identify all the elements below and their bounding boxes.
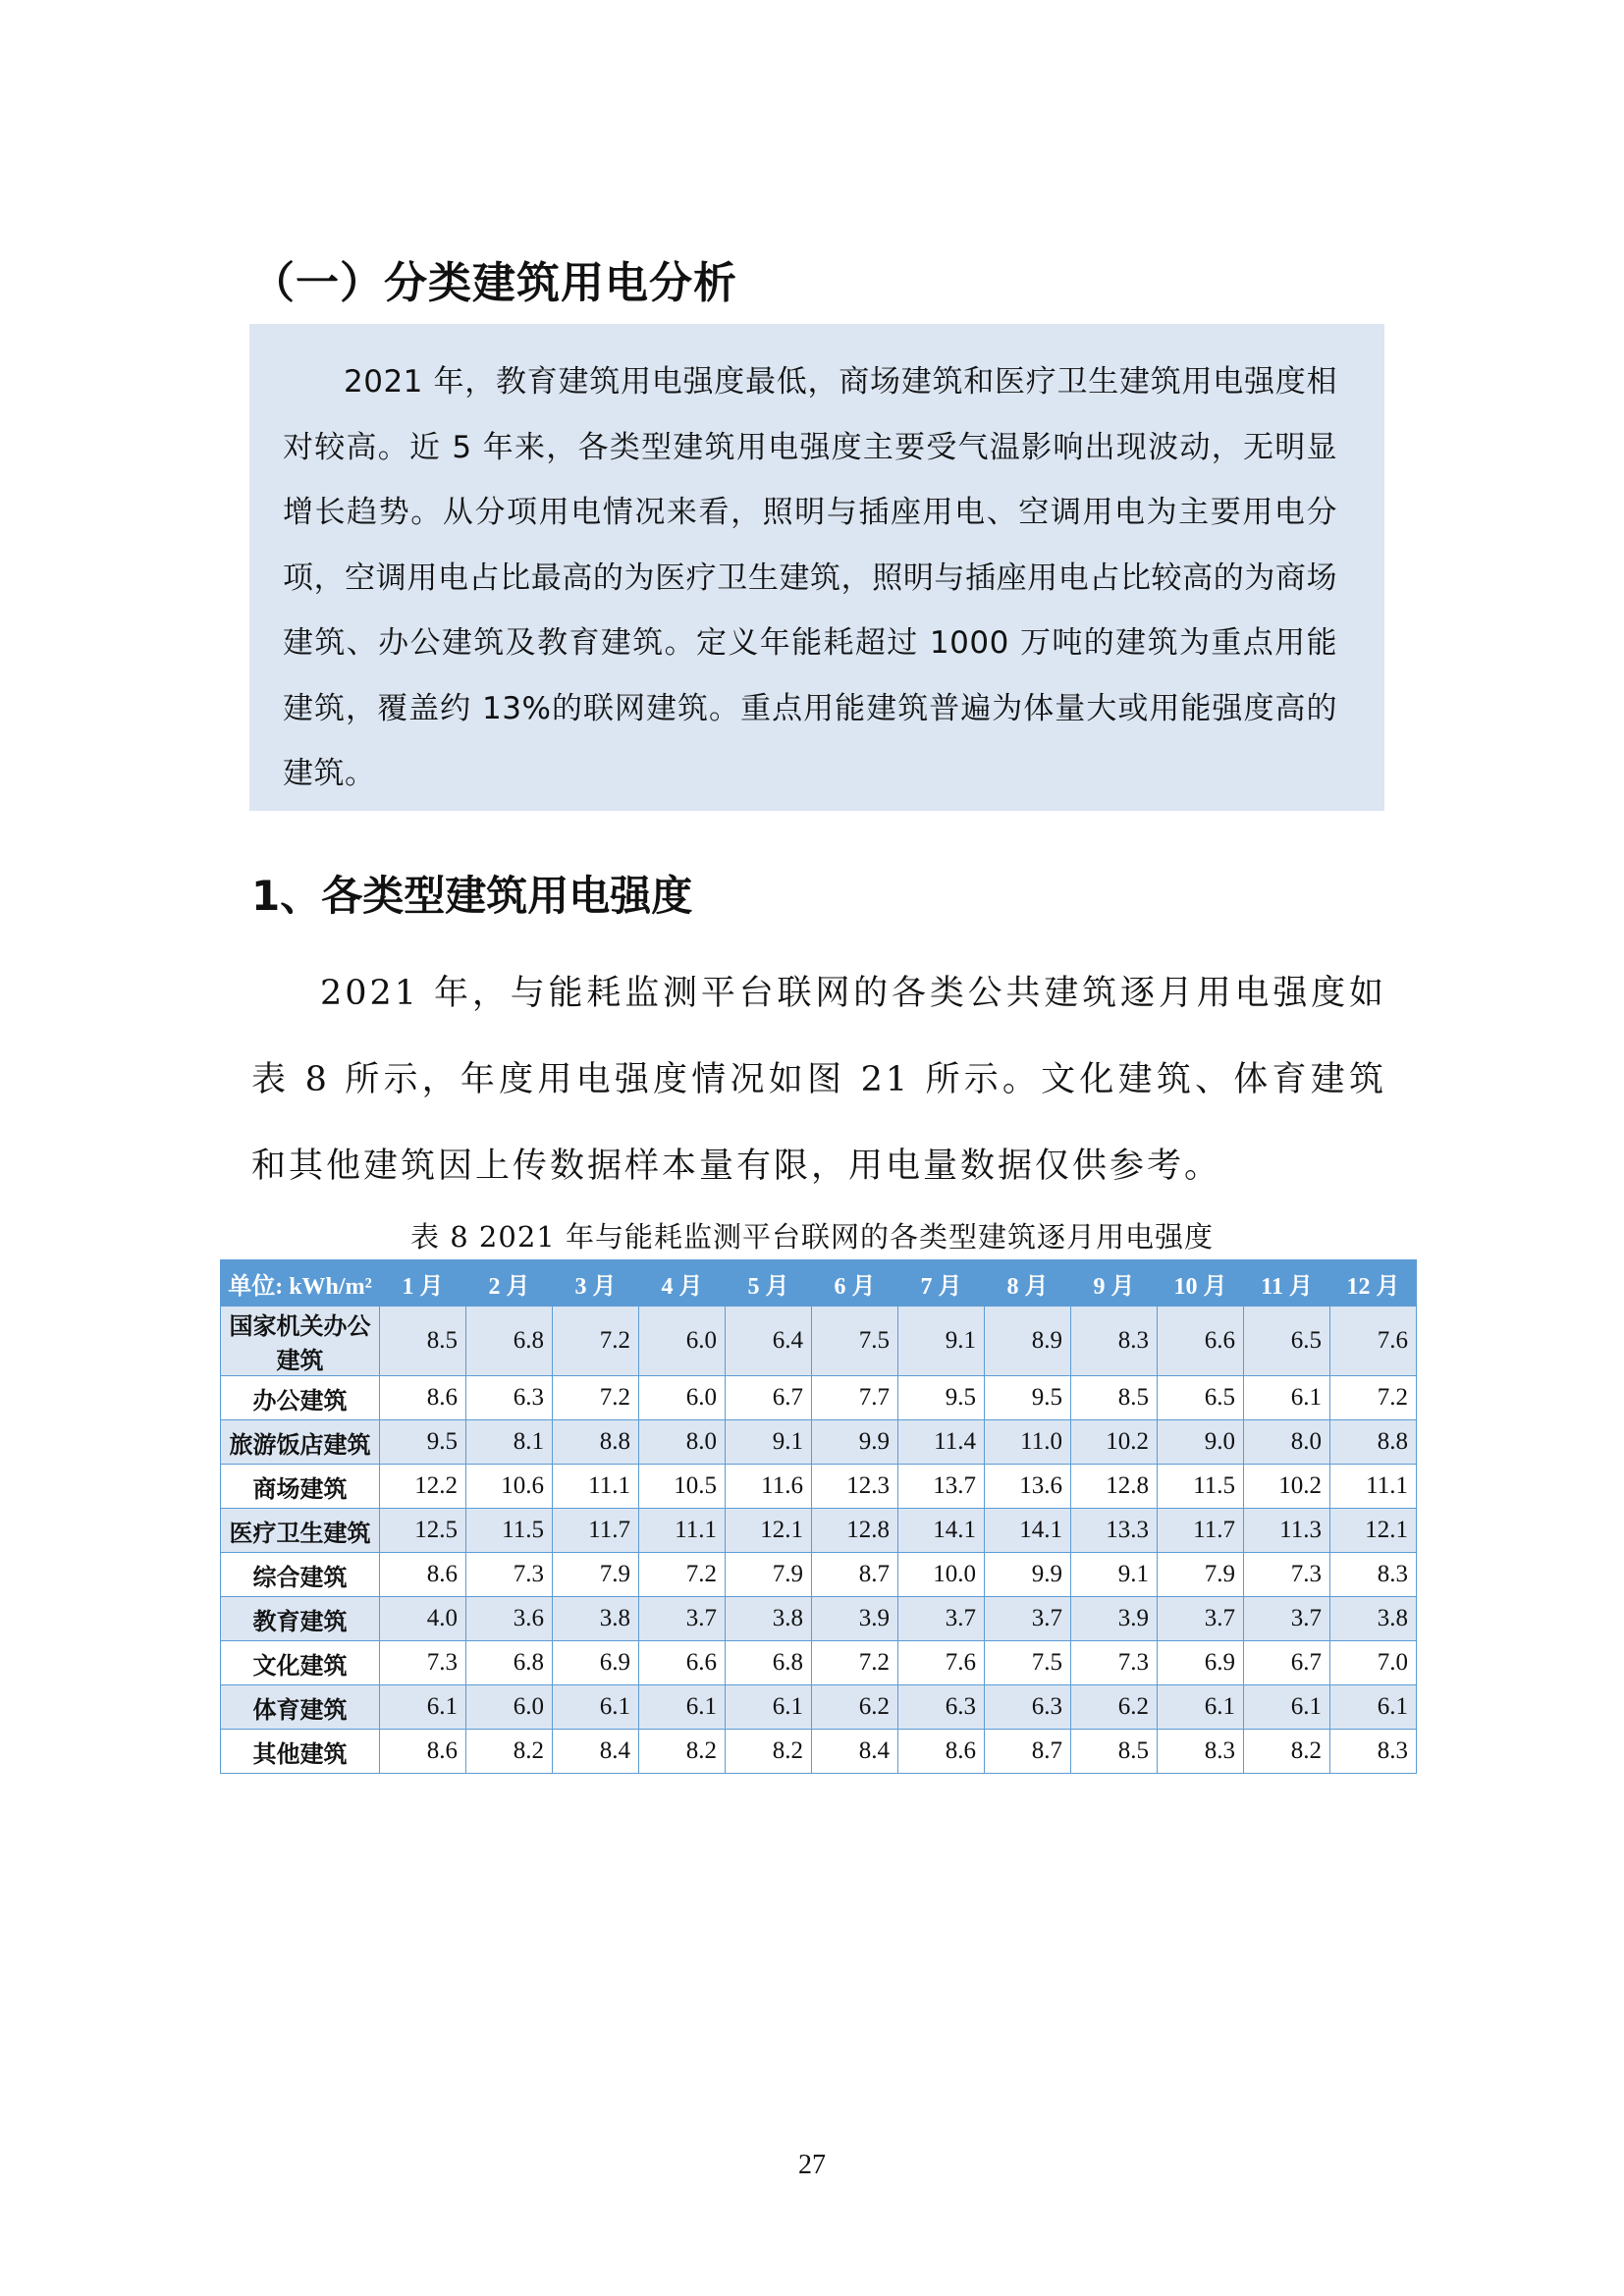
table-cell: 8.6 xyxy=(380,1730,466,1774)
table-cell: 6.4 xyxy=(726,1307,812,1376)
table-cell: 7.2 xyxy=(1330,1376,1417,1420)
table-cell: 13.7 xyxy=(898,1465,985,1509)
month-header: 3 月 xyxy=(553,1260,639,1307)
table-cell: 7.5 xyxy=(812,1307,898,1376)
building-type-label: 商场建筑 xyxy=(221,1465,380,1509)
table-cell: 7.2 xyxy=(812,1641,898,1685)
table-row xyxy=(221,1420,1417,1465)
table-cell: 3.8 xyxy=(1330,1597,1417,1641)
table-cell: 12.8 xyxy=(1071,1465,1158,1509)
table-cell: 3.8 xyxy=(726,1597,812,1641)
unit-header: 单位: kWh/m² xyxy=(221,1260,380,1307)
table-cell: 10.6 xyxy=(466,1465,553,1509)
table-cell: 3.7 xyxy=(898,1597,985,1641)
table-cell: 7.6 xyxy=(1330,1307,1417,1376)
table-cell: 6.8 xyxy=(726,1641,812,1685)
table-cell: 6.0 xyxy=(466,1685,553,1730)
table-cell: 8.0 xyxy=(1244,1420,1330,1465)
building-type-label: 体育建筑 xyxy=(221,1685,380,1730)
table-cell: 7.3 xyxy=(1071,1641,1158,1685)
table-cell: 4.0 xyxy=(380,1597,466,1641)
table-cell: 6.7 xyxy=(726,1376,812,1420)
table-cell: 6.1 xyxy=(639,1685,726,1730)
table-cell: 10.0 xyxy=(898,1553,985,1597)
table-row xyxy=(221,1730,1417,1774)
table-cell: 7.9 xyxy=(553,1553,639,1597)
month-header: 10 月 xyxy=(1158,1260,1244,1307)
table-cell: 6.1 xyxy=(1244,1376,1330,1420)
table-row xyxy=(221,1509,1417,1553)
table-cell: 7.3 xyxy=(1244,1553,1330,1597)
table-cell: 8.3 xyxy=(1071,1307,1158,1376)
table-cell: 9.5 xyxy=(380,1420,466,1465)
table-cell: 6.1 xyxy=(380,1685,466,1730)
table-cell: 12.1 xyxy=(1330,1509,1417,1553)
table-cell: 6.3 xyxy=(985,1685,1071,1730)
table-row xyxy=(221,1307,1417,1376)
table-cell: 8.2 xyxy=(639,1730,726,1774)
table-cell: 6.6 xyxy=(1158,1307,1244,1376)
table-cell: 8.1 xyxy=(466,1420,553,1465)
table-cell: 6.1 xyxy=(1158,1685,1244,1730)
table-cell: 11.0 xyxy=(985,1420,1071,1465)
table-cell: 6.1 xyxy=(1244,1685,1330,1730)
table-cell: 11.5 xyxy=(466,1509,553,1553)
table-cell: 6.5 xyxy=(1244,1307,1330,1376)
table-cell: 3.7 xyxy=(985,1597,1071,1641)
table-cell: 6.1 xyxy=(726,1685,812,1730)
building-type-label: 办公建筑 xyxy=(221,1376,380,1420)
table-cell: 10.5 xyxy=(639,1465,726,1509)
table-cell: 11.6 xyxy=(726,1465,812,1509)
table-row xyxy=(221,1376,1417,1420)
table-cell: 9.1 xyxy=(1071,1553,1158,1597)
building-type-label: 其他建筑 xyxy=(221,1730,380,1774)
table-cell: 6.0 xyxy=(639,1376,726,1420)
table-cell: 6.3 xyxy=(898,1685,985,1730)
table-cell: 6.1 xyxy=(553,1685,639,1730)
table-row xyxy=(221,1465,1417,1509)
table-cell: 14.1 xyxy=(898,1509,985,1553)
table-cell: 6.2 xyxy=(1071,1685,1158,1730)
page-number: 27 xyxy=(798,2150,826,2180)
table-cell: 11.5 xyxy=(1158,1465,1244,1509)
table-cell: 8.5 xyxy=(380,1307,466,1376)
table-cell: 10.2 xyxy=(1071,1420,1158,1465)
table-cell: 13.3 xyxy=(1071,1509,1158,1553)
table-row xyxy=(221,1553,1417,1597)
section-title: （一）分类建筑用电分析 xyxy=(251,258,737,308)
month-header: 8 月 xyxy=(985,1260,1071,1307)
table-cell: 3.7 xyxy=(1244,1597,1330,1641)
table-cell: 12.2 xyxy=(380,1465,466,1509)
building-type-label: 教育建筑 xyxy=(221,1597,380,1641)
table-cell: 9.1 xyxy=(898,1307,985,1376)
table-cell: 8.5 xyxy=(1071,1376,1158,1420)
table-cell: 12.3 xyxy=(812,1465,898,1509)
table-cell: 3.9 xyxy=(812,1597,898,1641)
building-type-label: 医疗卫生建筑 xyxy=(221,1509,380,1553)
table-caption: 表 8 2021 年与能耗监测平台联网的各类型建筑逐月用电强度 xyxy=(410,1220,1214,1254)
body-paragraph: 2021 年，与能耗监测平台联网的各类公共建筑逐月用电强度如表 8 所示，年度用电强度情况如图 21 所示。文化建筑、体育建筑和其他建筑因上传数据样本量有限，用电量数据仅供参考。 xyxy=(251,974,1386,1186)
building-type-label: 旅游饭店建筑 xyxy=(221,1420,380,1465)
month-header: 12 月 xyxy=(1330,1260,1417,1307)
table-cell: 7.9 xyxy=(726,1553,812,1597)
table-cell: 9.5 xyxy=(985,1376,1071,1420)
table-cell: 8.2 xyxy=(1244,1730,1330,1774)
table-cell: 3.9 xyxy=(1071,1597,1158,1641)
table-cell: 8.6 xyxy=(380,1553,466,1597)
table-cell: 8.7 xyxy=(812,1553,898,1597)
subsection-title: 1、各类型建筑用电强度 xyxy=(251,872,693,920)
table-cell: 7.5 xyxy=(985,1641,1071,1685)
table-cell: 8.8 xyxy=(553,1420,639,1465)
table-cell: 6.5 xyxy=(1158,1376,1244,1420)
electricity-intensity-table xyxy=(220,1259,1417,1774)
table-cell: 9.5 xyxy=(898,1376,985,1420)
table-cell: 9.9 xyxy=(985,1553,1071,1597)
table-cell: 7.9 xyxy=(1158,1553,1244,1597)
table-cell: 8.3 xyxy=(1330,1553,1417,1597)
table-cell: 8.6 xyxy=(898,1730,985,1774)
table-cell: 11.1 xyxy=(1330,1465,1417,1509)
table-cell: 7.3 xyxy=(380,1641,466,1685)
table-cell: 8.4 xyxy=(812,1730,898,1774)
table-cell: 6.6 xyxy=(639,1641,726,1685)
table-cell: 3.6 xyxy=(466,1597,553,1641)
month-header: 5 月 xyxy=(726,1260,812,1307)
table-cell: 8.9 xyxy=(985,1307,1071,1376)
table-cell: 7.7 xyxy=(812,1376,898,1420)
table-cell: 11.7 xyxy=(1158,1509,1244,1553)
building-type-label: 综合建筑 xyxy=(221,1553,380,1597)
table-cell: 9.1 xyxy=(726,1420,812,1465)
table-cell: 9.9 xyxy=(812,1420,898,1465)
month-header: 7 月 xyxy=(898,1260,985,1307)
table-cell: 6.0 xyxy=(639,1307,726,1376)
table-cell: 8.0 xyxy=(639,1420,726,1465)
table-cell: 6.8 xyxy=(466,1641,553,1685)
month-header: 9 月 xyxy=(1071,1260,1158,1307)
table-cell: 11.1 xyxy=(553,1465,639,1509)
month-header: 2 月 xyxy=(466,1260,553,1307)
table-cell: 7.3 xyxy=(466,1553,553,1597)
month-header: 1 月 xyxy=(380,1260,466,1307)
table-cell: 6.2 xyxy=(812,1685,898,1730)
table-body xyxy=(221,1307,1417,1774)
table-cell: 10.2 xyxy=(1244,1465,1330,1509)
table-cell: 11.4 xyxy=(898,1420,985,1465)
table-cell: 8.8 xyxy=(1330,1420,1417,1465)
table-cell: 13.6 xyxy=(985,1465,1071,1509)
summary-paragraph: 2021 年，教育建筑用电强度最低，商场建筑和医疗卫生建筑用电强度相对较高。近 5 年来，各类型建筑用电强度主要受气温影响出现波动，无明显增长趋势。从分项用电情况来看，照明与插座用电、空调用电为主要用电分项，空调用电占比最高的为医疗卫生建筑，照明与插座用电占比较高的为商场建筑、办公建筑及教育建筑。定义年能耗超过 1000 万吨的建筑为重点用能建筑，覆盖约 13%的联网建筑。重点用能建筑普遍为体量大或用能强度高的建筑。 xyxy=(283,364,1337,791)
table-row xyxy=(221,1685,1417,1730)
table-cell: 6.7 xyxy=(1244,1641,1330,1685)
table-cell: 7.6 xyxy=(898,1641,985,1685)
table-cell: 7.0 xyxy=(1330,1641,1417,1685)
month-header: 11 月 xyxy=(1244,1260,1330,1307)
table-cell: 8.3 xyxy=(1330,1730,1417,1774)
table-cell: 9.0 xyxy=(1158,1420,1244,1465)
month-header: 4 月 xyxy=(639,1260,726,1307)
table-cell: 6.9 xyxy=(1158,1641,1244,1685)
table-row xyxy=(221,1597,1417,1641)
table-cell: 8.3 xyxy=(1158,1730,1244,1774)
table-cell: 12.5 xyxy=(380,1509,466,1553)
table-cell: 6.3 xyxy=(466,1376,553,1420)
table-cell: 6.1 xyxy=(1330,1685,1417,1730)
table-cell: 8.2 xyxy=(726,1730,812,1774)
table-cell: 8.4 xyxy=(553,1730,639,1774)
table-cell: 8.2 xyxy=(466,1730,553,1774)
building-type-label: 文化建筑 xyxy=(221,1641,380,1685)
table-cell: 7.2 xyxy=(553,1376,639,1420)
table-cell: 8.7 xyxy=(985,1730,1071,1774)
table-cell: 11.3 xyxy=(1244,1509,1330,1553)
table-cell: 14.1 xyxy=(985,1509,1071,1553)
month-header: 6 月 xyxy=(812,1260,898,1307)
table-cell: 8.6 xyxy=(380,1376,466,1420)
table-cell: 8.5 xyxy=(1071,1730,1158,1774)
table-cell: 12.1 xyxy=(726,1509,812,1553)
table-cell: 7.2 xyxy=(639,1553,726,1597)
table-row xyxy=(221,1641,1417,1685)
table-cell: 6.8 xyxy=(466,1307,553,1376)
building-type-label: 国家机关办公建筑 xyxy=(221,1307,380,1376)
table-header-row xyxy=(221,1260,1417,1307)
summary-box xyxy=(249,324,1384,811)
table-cell: 12.8 xyxy=(812,1509,898,1553)
table-cell: 3.8 xyxy=(553,1597,639,1641)
table-cell: 3.7 xyxy=(1158,1597,1244,1641)
table-cell: 3.7 xyxy=(639,1597,726,1641)
table-cell: 11.1 xyxy=(639,1509,726,1553)
table-cell: 7.2 xyxy=(553,1307,639,1376)
table-cell: 6.9 xyxy=(553,1641,639,1685)
table-cell: 11.7 xyxy=(553,1509,639,1553)
